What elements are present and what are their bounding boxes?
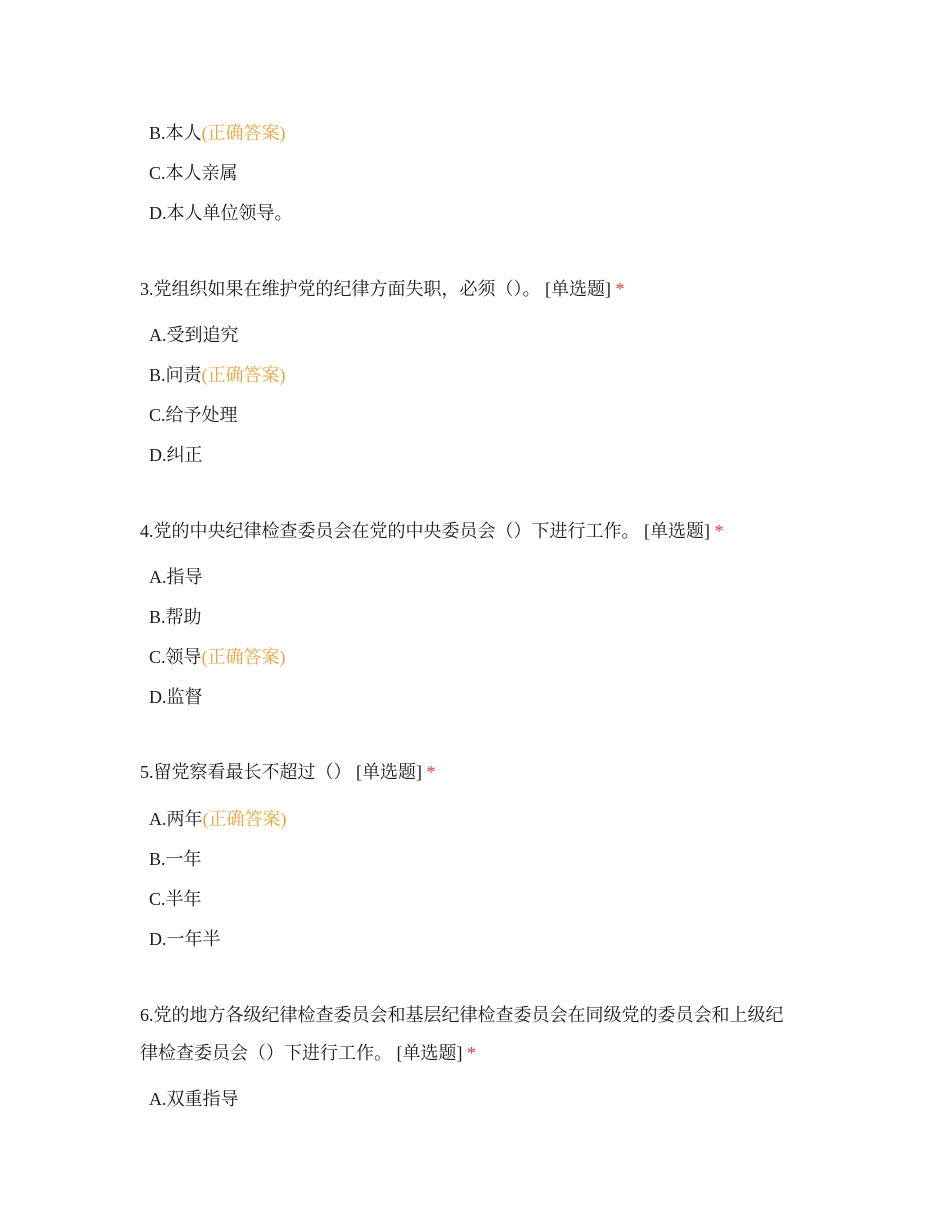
required-mark: * xyxy=(615,279,625,299)
q4-title xyxy=(140,519,724,543)
option-text: A.两年 xyxy=(149,809,203,829)
option-text: A.指导 xyxy=(149,567,203,587)
option-text: D.监督 xyxy=(149,687,203,707)
question-text: 6.党的地方各级纪律检查委员会和基层纪律检查委员会在同级党的委员会和上级纪 xyxy=(140,1005,784,1025)
q5-option-d[interactable] xyxy=(149,927,221,951)
option-text: C.半年 xyxy=(149,889,202,909)
q5-option-a[interactable] xyxy=(149,807,287,831)
q5-option-c[interactable] xyxy=(149,887,202,911)
question-text: 律检查委员会（）下进行工作。 xyxy=(140,1043,392,1063)
correct-answer-tag: (正确答案) xyxy=(201,365,286,385)
required-mark: * xyxy=(426,762,436,782)
q4-option-c[interactable] xyxy=(149,645,286,669)
question-type-label: [单选题] xyxy=(644,521,710,541)
option-text: D.一年半 xyxy=(149,929,221,949)
q4-option-a[interactable] xyxy=(149,565,203,589)
q3-option-a[interactable] xyxy=(149,323,239,347)
q6-title-line2 xyxy=(140,1041,476,1065)
q3-option-d[interactable] xyxy=(149,443,203,467)
q2-option-c[interactable] xyxy=(149,161,238,185)
q4-option-d[interactable] xyxy=(149,685,203,709)
q2-option-b[interactable] xyxy=(149,121,286,145)
q5-option-b[interactable] xyxy=(149,847,202,871)
required-mark: * xyxy=(714,521,724,541)
correct-answer-tag: (正确答案) xyxy=(202,809,287,829)
question-text: 3.党组织如果在维护党的纪律方面失职，必须（）。 xyxy=(140,279,541,299)
question-type-label: [单选题] xyxy=(396,1043,463,1063)
option-text: D.本人单位领导。 xyxy=(149,203,293,223)
option-text: C.本人亲属 xyxy=(149,163,238,183)
option-text: D.纠正 xyxy=(149,445,203,465)
q3-title xyxy=(140,277,625,301)
option-text: A.双重指导 xyxy=(149,1089,239,1109)
q6-title-line1 xyxy=(140,1003,784,1027)
option-text: A.受到追究 xyxy=(149,325,239,345)
q5-title xyxy=(140,760,436,784)
question-type-label: [单选题] xyxy=(356,762,422,782)
q3-option-c[interactable] xyxy=(149,403,238,427)
question-text: 4.党的中央纪律检查委员会在党的中央委员会（）下进行工作。 xyxy=(140,521,640,541)
q2-option-d[interactable] xyxy=(149,201,293,225)
correct-answer-tag: (正确答案) xyxy=(201,123,286,143)
q6-option-a[interactable] xyxy=(149,1087,239,1111)
question-type-label: [单选题] xyxy=(545,279,611,299)
option-text: B.帮助 xyxy=(149,607,202,627)
option-text: C.领导 xyxy=(149,647,202,667)
option-text: B.问责 xyxy=(149,365,202,385)
q4-option-b[interactable] xyxy=(149,605,202,629)
correct-answer-tag: (正确答案) xyxy=(201,647,286,667)
option-text: B.本人 xyxy=(149,123,202,143)
option-text: C.给予处理 xyxy=(149,405,238,425)
q3-option-b[interactable] xyxy=(149,363,286,387)
option-text: B.一年 xyxy=(149,849,202,869)
question-text: 5.留党察看最长不超过（） xyxy=(140,762,352,782)
required-mark: * xyxy=(467,1043,476,1063)
